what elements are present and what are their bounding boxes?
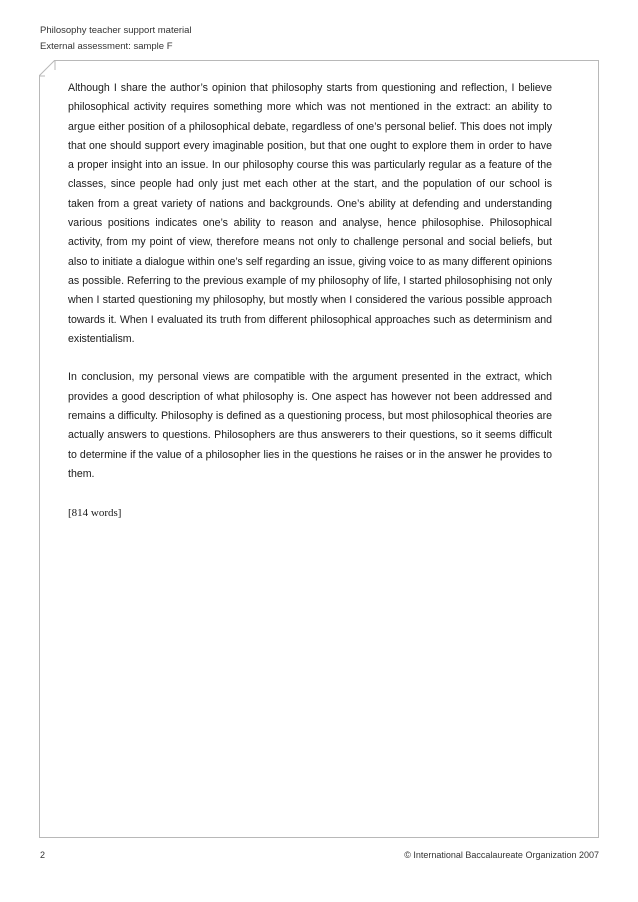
header-title: Philosophy teacher support material	[40, 25, 192, 36]
essay-content	[68, 79, 552, 523]
word-count: [814 words]	[68, 506, 122, 519]
page-number: 2	[40, 850, 46, 860]
folded-corner-icon	[39, 60, 57, 78]
copyright-notice: © International Baccalaureate Organization 2007	[404, 850, 599, 860]
header-subtitle: External assessment: sample F	[40, 41, 173, 52]
essay-paragraph: Although I share the author’s opinion that philosophy starts from questioning and reflection, I believe philosophical activity requires something more which was not mentioned in the extract: an ability to argue either position of a philosophical debate, regardless of one’s personal belief. This does not imply that one should support every imaginable position, but that one ought to explore them in order to have a proper insight into an issue. In our philosophy course this was particularly regular as a feature of the classes, since people had only just met each other at the start, and the population of our school is taken from a great variety of nations and backgrounds. One’s ability at defending and understanding various positions indicates one’s ability to reason and analyse, hence philosophise. Philosophical activity, from my point of view, therefore means not only to challenge personal and social beliefs, but also to initiate a dialogue within one’s self regarding an issue, giving voice to as many different opinions as possible. Referring to the previous example of my philosophy of life, I started philosophising not only when I started questioning my philosophy, but mostly when I considered the various possible approach towards it. When I evaluated its truth from different philosophical approaches such as determinism and existentialism.	[68, 82, 552, 345]
essay-paragraph: In conclusion, my personal views are compatible with the argument presented in the extract, which provides a good description of what philosophy is. One aspect has however not been addressed and remains a difficulty. Philosophy is defined as a questioning process, but most philosophical theories are actually answers to questions. Philosophers are thus answerers to their questions, so it seems difficult to determine if the value of a philosopher lies in the questions he raises or in the answer he provides to them.	[68, 371, 552, 480]
